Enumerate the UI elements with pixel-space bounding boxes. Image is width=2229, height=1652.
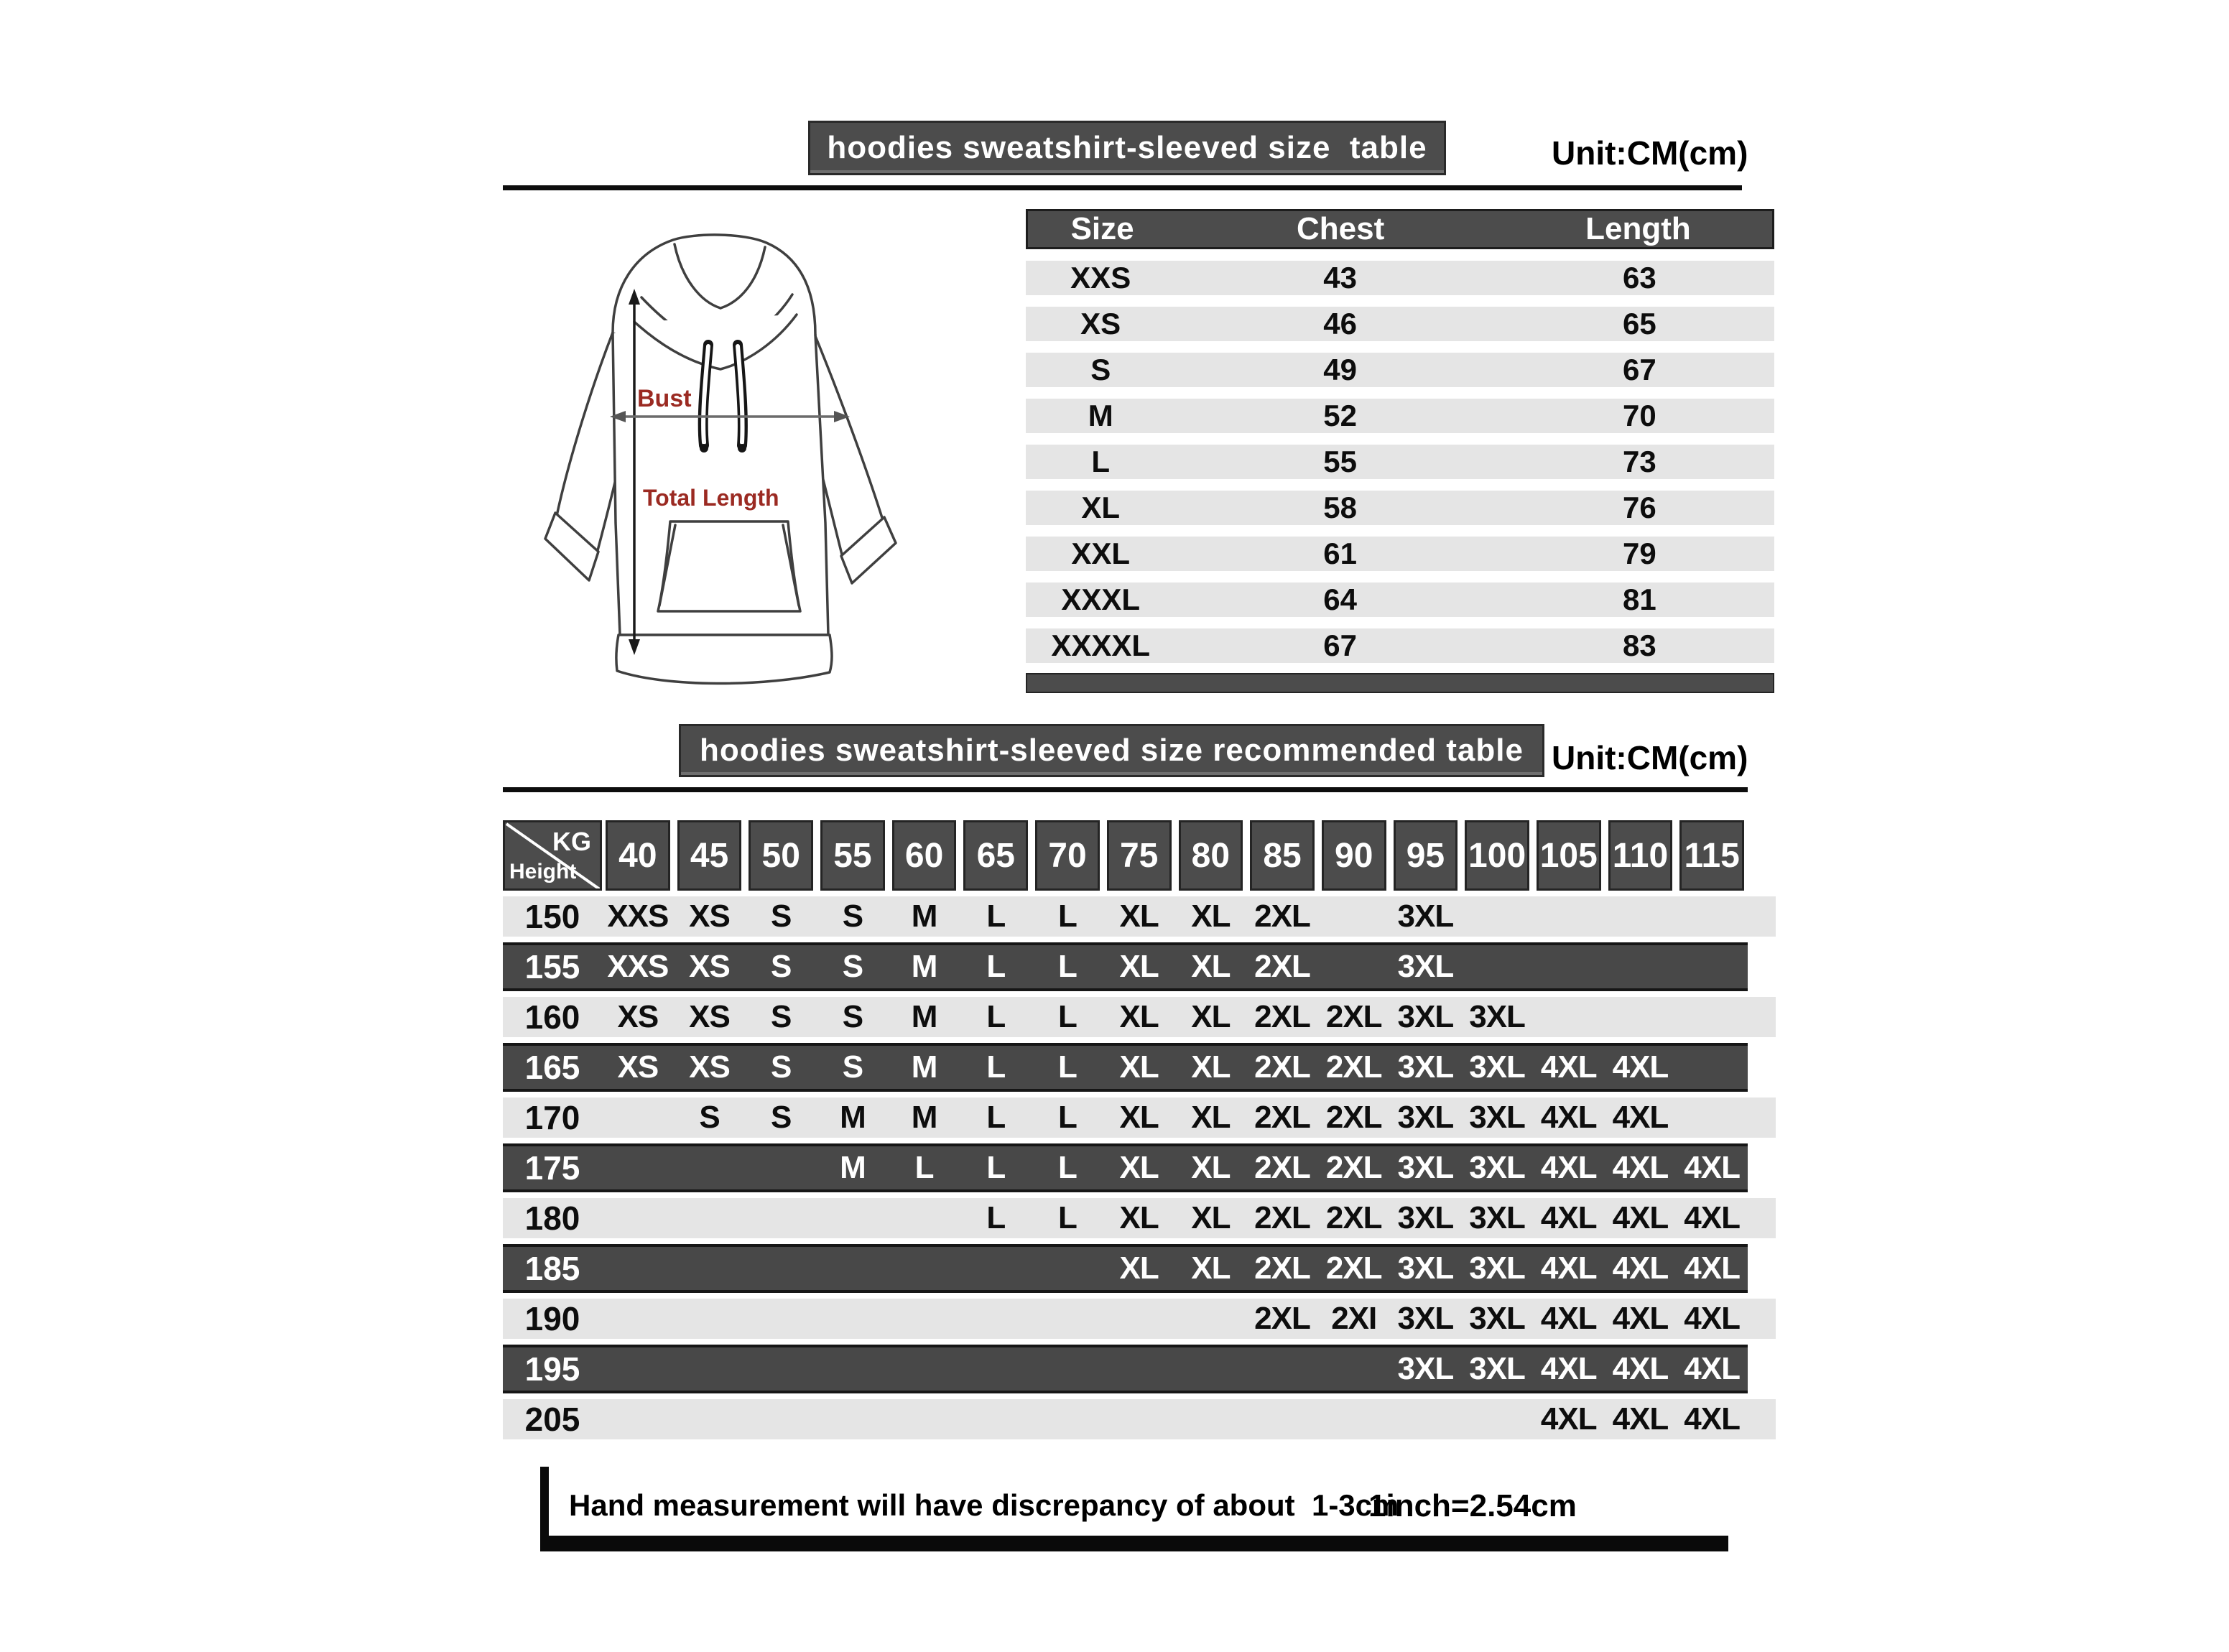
recommend-size-cell: 2XI xyxy=(1331,1301,1377,1336)
recommend-size-cell: 3XL xyxy=(1397,1250,1454,1286)
recommend-size-cell: 2XL xyxy=(1254,899,1310,934)
recommend-row xyxy=(503,1143,1748,1192)
recommend-size-cell: 2XL xyxy=(1325,1100,1382,1135)
recommend-size-cell: 2XL xyxy=(1254,1250,1310,1286)
height-cell: 165 xyxy=(524,1049,580,1086)
weight-header-cell: 55 xyxy=(820,820,885,891)
recommend-size-cell: XS xyxy=(689,899,730,934)
recommend-size-cell: XL xyxy=(1119,1100,1159,1135)
recommend-size-cell: 4XL xyxy=(1612,1301,1669,1336)
recommend-size-cell: XS xyxy=(689,1049,730,1085)
recommend-size-cell: M xyxy=(911,949,937,984)
recommend-size-cell: XL xyxy=(1191,1100,1231,1135)
hoodie-pocket xyxy=(658,521,800,611)
height-cell: 185 xyxy=(524,1250,580,1287)
recommend-size-cell: XL xyxy=(1119,949,1159,984)
size-table-cell: 58 xyxy=(1323,491,1357,524)
size-table-row xyxy=(1026,399,1774,433)
recommend-size-cell: 3XL xyxy=(1469,1100,1525,1135)
size-column-header: Size xyxy=(1070,211,1134,246)
size-table-cell: XXL xyxy=(1071,537,1131,570)
recommend-size-cell: L xyxy=(1058,1049,1077,1085)
size-table-body xyxy=(1026,261,1774,663)
recommend-size-cell: 3XL xyxy=(1469,1301,1525,1336)
recommend-size-cell: L xyxy=(986,1200,1006,1235)
recommend-size-cell: 4XL xyxy=(1540,1150,1597,1185)
recommend-size-cell: L xyxy=(986,1150,1006,1185)
recommend-size-cell: 4XL xyxy=(1540,1100,1597,1135)
size-table-row xyxy=(1026,261,1774,295)
recommend-size-cell: 3XL xyxy=(1397,949,1454,984)
recommend-size-cell: XL xyxy=(1119,1150,1159,1185)
size-table-row xyxy=(1026,445,1774,479)
weight-header-cell: 70 xyxy=(1035,820,1100,891)
recommend-size-cell: 2XL xyxy=(1325,1200,1382,1235)
recommend-size-cell: XL xyxy=(1191,949,1231,984)
recommend-size-cell: 3XL xyxy=(1397,999,1454,1034)
total-length-label: Total Length xyxy=(643,485,779,511)
recommend-size-cell: XL xyxy=(1191,1049,1231,1085)
recommend-size-cell: 4XL xyxy=(1612,1351,1669,1386)
recommend-size-cell: 4XL xyxy=(1540,1351,1597,1386)
recommend-size-cell: XL xyxy=(1119,1250,1159,1286)
weight-header-cell: 45 xyxy=(677,820,742,891)
recommend-table-body xyxy=(503,896,1776,1439)
recommend-size-cell: XXS xyxy=(607,899,669,934)
size-table-row xyxy=(1026,491,1774,525)
recommend-size-cell: 4XL xyxy=(1612,1401,1669,1437)
recommend-size-cell: 2XL xyxy=(1325,1049,1382,1085)
recommend-size-cell: XL xyxy=(1191,999,1231,1034)
recommend-size-cell: 4XL xyxy=(1612,1100,1669,1135)
section1-title-bar xyxy=(808,121,1446,175)
hoodie-measurement-diagram xyxy=(528,214,934,710)
recommend-size-cell: 2XL xyxy=(1254,1150,1310,1185)
size-table-cell: 49 xyxy=(1323,353,1357,386)
recommend-row xyxy=(503,942,1748,991)
recommend-size-cell: XS xyxy=(689,999,730,1034)
size-table-cell: 55 xyxy=(1323,445,1357,478)
recommend-size-cell: 3XL xyxy=(1397,1049,1454,1085)
recommend-size-cell: 4XL xyxy=(1684,1250,1740,1286)
size-table-cell: 67 xyxy=(1323,628,1357,662)
size-table-row xyxy=(1026,307,1774,341)
recommend-row xyxy=(503,1345,1748,1393)
height-cell: 195 xyxy=(524,1350,580,1388)
size-table-cell: S xyxy=(1090,353,1111,386)
footer-horizontal-bar xyxy=(540,1536,1728,1551)
recommend-size-cell: XL xyxy=(1119,999,1159,1034)
size-table-cell: 63 xyxy=(1623,261,1656,294)
size-table-cell: 73 xyxy=(1623,445,1656,478)
recommend-size-cell: M xyxy=(911,1049,937,1085)
recommend-size-cell: S xyxy=(771,999,792,1034)
size-table-cell: XXS xyxy=(1070,261,1131,294)
recommend-size-cell: 2XL xyxy=(1254,999,1310,1034)
recommend-size-cell: 4XL xyxy=(1612,1049,1669,1085)
recommend-size-cell: 2XL xyxy=(1325,1250,1382,1286)
weight-header-cell: 65 xyxy=(963,820,1028,891)
weight-header-cell: 90 xyxy=(1322,820,1386,891)
recommend-size-cell: 4XL xyxy=(1684,1150,1740,1185)
height-cell: 190 xyxy=(524,1300,580,1337)
recommend-size-cell: 3XL xyxy=(1469,999,1525,1034)
recommend-size-cell: 3XL xyxy=(1469,1150,1525,1185)
height-cell: 170 xyxy=(524,1099,580,1136)
height-cell: 205 xyxy=(524,1401,580,1438)
recommend-size-cell: 3XL xyxy=(1397,1301,1454,1336)
height-cell: 180 xyxy=(524,1199,580,1237)
height-cell: 175 xyxy=(524,1149,580,1187)
recommend-size-cell: 4XL xyxy=(1684,1301,1740,1336)
corner-kg-label: KG xyxy=(552,827,591,856)
size-table-cell: XXXXL xyxy=(1051,628,1151,662)
size-table-cell: 76 xyxy=(1623,491,1656,524)
recommend-size-cell: 4XL xyxy=(1540,1250,1597,1286)
recommend-size-cell: S xyxy=(771,1100,792,1135)
recommend-size-cell: L xyxy=(1058,999,1077,1034)
size-table-cell: XL xyxy=(1081,491,1121,524)
recommend-size-cell: 2XL xyxy=(1325,1150,1382,1185)
size-table-row xyxy=(1026,628,1774,663)
weight-header-cell: 60 xyxy=(892,820,957,891)
recommend-size-cell: S xyxy=(842,1049,863,1085)
recommend-size-cell: 2XL xyxy=(1254,1200,1310,1235)
section2-title: hoodies sweatshirt-sleeved size recommended table xyxy=(700,733,1524,768)
recommend-size-cell: 2XL xyxy=(1254,949,1310,984)
recommend-size-cell: 3XL xyxy=(1397,1351,1454,1386)
recommend-size-cell: S xyxy=(699,1100,720,1135)
section1-unit-label: Unit:CM(cm) xyxy=(1552,134,1748,172)
size-table-header-row xyxy=(1026,209,1774,249)
recommend-row xyxy=(503,1043,1748,1092)
recommend-row xyxy=(503,997,1776,1037)
recommend-size-cell: XL xyxy=(1119,1200,1159,1235)
recommend-size-cell: XS xyxy=(689,949,730,984)
recommend-size-cell: M xyxy=(840,1150,866,1185)
height-cell: 155 xyxy=(524,948,580,985)
recommend-size-cell: 2XL xyxy=(1254,1301,1310,1336)
hoodie-hem xyxy=(616,635,832,684)
recommend-size-cell: L xyxy=(1058,1200,1077,1235)
size-table-cell: 65 xyxy=(1623,307,1656,340)
weight-header-cell: 50 xyxy=(749,820,813,891)
recommend-size-cell: XL xyxy=(1191,899,1231,934)
recommend-size-cell: 4XL xyxy=(1612,1200,1669,1235)
size-table-cell: 64 xyxy=(1323,583,1357,616)
weight-header-cell: 110 xyxy=(1608,820,1673,891)
recommend-size-cell: XS xyxy=(617,999,659,1034)
weight-header-cell: 75 xyxy=(1107,820,1172,891)
size-table-cell: XS xyxy=(1080,307,1121,340)
size-recommendation-table xyxy=(503,820,1776,1445)
recommend-size-cell: 4XL xyxy=(1540,1401,1597,1437)
size-table-cell: M xyxy=(1088,399,1113,432)
corner-height-label: Height xyxy=(509,860,577,883)
recommend-size-cell: M xyxy=(911,1100,937,1135)
recommend-size-cell: 3XL xyxy=(1469,1049,1525,1085)
recommend-size-cell: S xyxy=(842,999,863,1034)
recommend-size-cell: 3XL xyxy=(1469,1250,1525,1286)
recommend-size-cell: XL xyxy=(1119,899,1159,934)
size-table-cell: 81 xyxy=(1623,583,1656,616)
weight-header-cell: 100 xyxy=(1465,820,1529,891)
weight-header-cell: 95 xyxy=(1394,820,1458,891)
size-table-bottom-bar xyxy=(1026,673,1774,693)
kg-height-corner-cell xyxy=(503,820,602,891)
recommend-size-cell: L xyxy=(986,899,1006,934)
size-table-cell: 79 xyxy=(1623,537,1656,570)
recommend-size-cell: 4XL xyxy=(1612,1250,1669,1286)
size-table-cell: 67 xyxy=(1623,353,1656,386)
recommend-size-cell: XL xyxy=(1191,1200,1231,1235)
length-column-header: Length xyxy=(1585,211,1691,246)
measurement-discrepancy-note: Hand measurement will have discrepancy of about 1-3cm xyxy=(569,1488,1399,1522)
section1-title: hoodies sweatshirt-sleeved size table xyxy=(827,130,1427,165)
recommend-size-cell: L xyxy=(914,1150,934,1185)
recommend-size-cell: 3XL xyxy=(1397,1150,1454,1185)
recommend-size-cell: L xyxy=(1058,1100,1077,1135)
weight-header-cell: 115 xyxy=(1679,820,1744,891)
recommend-size-cell: L xyxy=(986,949,1006,984)
size-table-cell: 52 xyxy=(1323,399,1357,432)
size-table-cell: 61 xyxy=(1323,537,1357,570)
recommend-size-cell: L xyxy=(986,1100,1006,1135)
recommend-size-cell: 3XL xyxy=(1397,1200,1454,1235)
recommend-size-cell: S xyxy=(842,899,863,934)
size-table-cell: 46 xyxy=(1323,307,1357,340)
recommend-size-cell: M xyxy=(911,999,937,1034)
section2-divider-line xyxy=(503,787,1748,792)
weight-header-cell: 80 xyxy=(1179,820,1243,891)
size-table-cell: XXXL xyxy=(1061,583,1141,616)
size-table-cell: 83 xyxy=(1623,628,1656,662)
recommend-size-cell: L xyxy=(986,999,1006,1034)
recommend-size-cell: XS xyxy=(617,1049,659,1085)
recommend-row xyxy=(503,1098,1776,1138)
recommend-size-cell: 3XL xyxy=(1397,899,1454,934)
recommend-size-cell: S xyxy=(771,949,792,984)
recommend-size-cell: 4XL xyxy=(1684,1200,1740,1235)
size-measurement-table xyxy=(1026,209,1774,693)
recommend-size-cell: S xyxy=(842,949,863,984)
height-cell: 150 xyxy=(524,898,580,935)
recommend-size-cell: L xyxy=(1058,1150,1077,1185)
recommend-size-cell: 2XL xyxy=(1254,1049,1310,1085)
size-table-cell: L xyxy=(1091,445,1111,478)
bust-label: Bust xyxy=(637,385,692,412)
recommend-size-cell: XXS xyxy=(607,949,669,984)
recommend-size-cell: 4XL xyxy=(1612,1150,1669,1185)
recommend-size-cell: 3XL xyxy=(1397,1100,1454,1135)
section1-divider-line xyxy=(503,185,1742,190)
recommend-size-cell: M xyxy=(840,1100,866,1135)
recommend-size-cell: XL xyxy=(1119,1049,1159,1085)
recommend-size-cell: 3XL xyxy=(1469,1200,1525,1235)
recommend-row xyxy=(503,896,1776,937)
recommend-size-cell: 4XL xyxy=(1684,1351,1740,1386)
recommend-row xyxy=(503,1244,1748,1293)
recommend-size-cell: 3XL xyxy=(1469,1351,1525,1386)
recommend-size-cell: S xyxy=(771,899,792,934)
recommend-size-cell: L xyxy=(1058,949,1077,984)
recommend-row xyxy=(503,1399,1776,1439)
recommend-size-cell: 4XL xyxy=(1540,1301,1597,1336)
size-table-cell: 43 xyxy=(1323,261,1357,294)
recommend-size-cell: 2XL xyxy=(1254,1100,1310,1135)
recommend-size-cell: M xyxy=(911,899,937,934)
recommend-size-cell: 4XL xyxy=(1540,1049,1597,1085)
section2-title-bar xyxy=(679,724,1544,777)
recommend-size-cell: S xyxy=(771,1049,792,1085)
weight-header-cell: 85 xyxy=(1250,820,1315,891)
recommend-size-cell: 2XL xyxy=(1325,999,1382,1034)
recommend-size-cell: XL xyxy=(1191,1150,1231,1185)
recommend-row xyxy=(503,1299,1776,1339)
weight-header-row xyxy=(503,820,1748,891)
weight-header-cell: 105 xyxy=(1537,820,1601,891)
recommend-size-cell: XL xyxy=(1191,1250,1231,1286)
size-table-row xyxy=(1026,583,1774,617)
recommend-size-cell: L xyxy=(1058,899,1077,934)
size-table-row xyxy=(1026,537,1774,571)
recommend-size-cell: L xyxy=(986,1049,1006,1085)
height-cell: 160 xyxy=(524,998,580,1036)
recommend-size-cell: 4XL xyxy=(1540,1200,1597,1235)
section2-unit-label: Unit:CM(cm) xyxy=(1552,739,1748,776)
weight-header-cell: 40 xyxy=(606,820,670,891)
inch-conversion-note: 1inch=2.54cm xyxy=(1368,1488,1577,1523)
recommend-size-cell: 4XL xyxy=(1684,1401,1740,1437)
chest-column-header: Chest xyxy=(1296,211,1385,246)
recommend-row xyxy=(503,1198,1776,1238)
size-table-cell: 70 xyxy=(1623,399,1656,432)
size-table-row xyxy=(1026,353,1774,387)
